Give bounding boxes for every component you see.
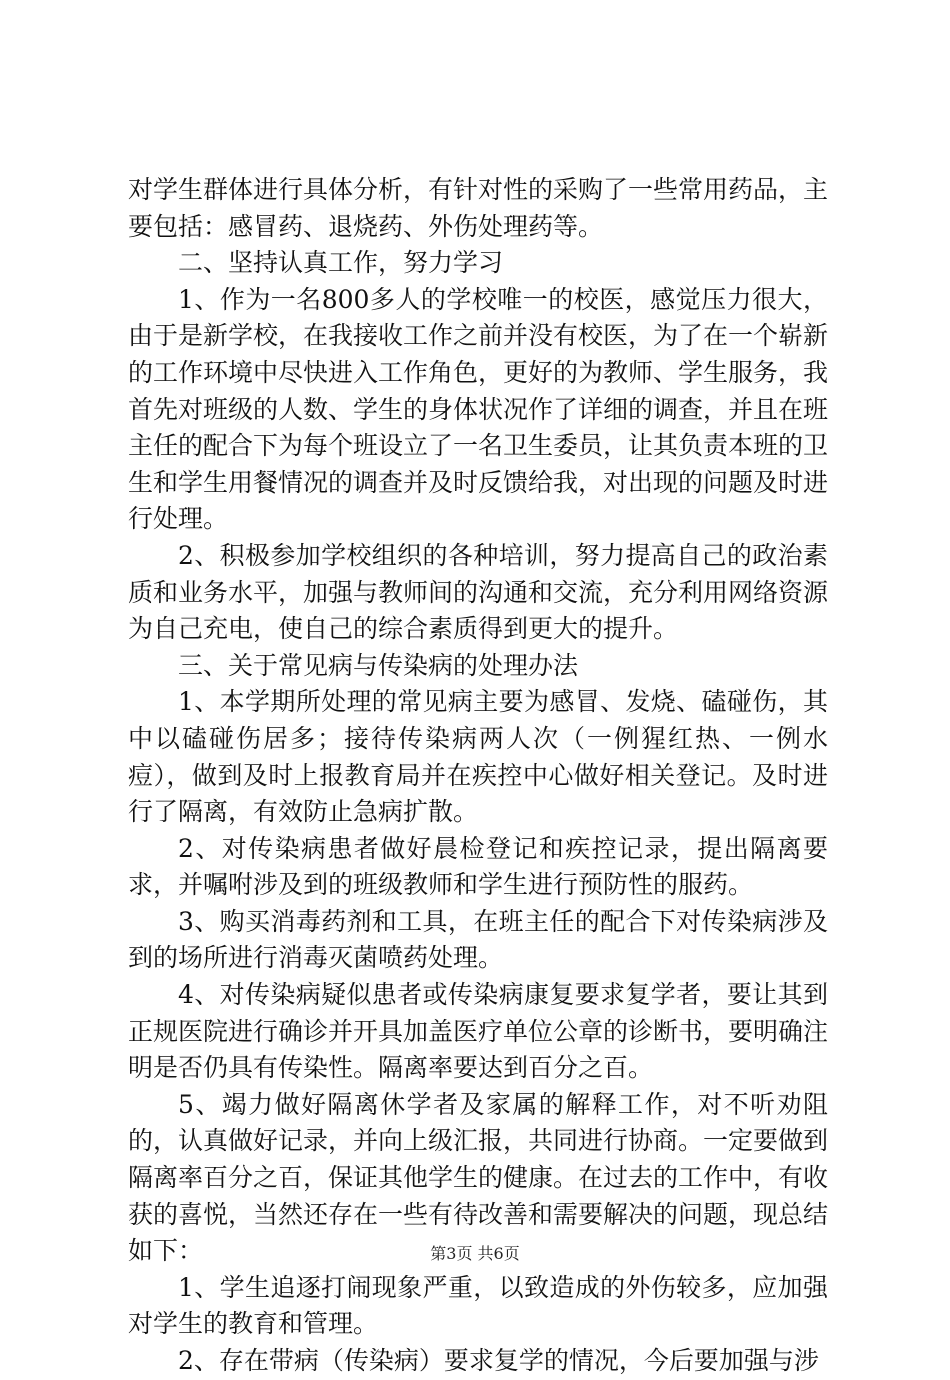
paragraph-item: 1、作为一名800多人的学校唯一的校医，感觉压力很大，由于是新学校，在我接收工作之前并没有校医，为了在一个崭新的工作环境中尽快进入工作角色，更好的为教师、学生服务，我首先对班级的人数、学生的身体状况作了详细的调查，并且在班主任的配合下为每个班设立了一名卫生委员，让其负责本班的卫生和学生用餐情况的调查并及时反馈给我，对出现的问题及时进行处理。 [128, 284, 829, 534]
paragraph-item: 5、竭力做好隔离休学者及家属的解释工作，对不听劝阻的，认真做好记录，并向上级汇报，共同进行协商。一定要做到隔离率百分之百，保证其他学生的健康。在过去的工作中，有收获的喜悦，当然还存在一些有待改善和需要解决的问题，现总结如下： [128, 1089, 829, 1266]
section-heading-2: 二、坚持认真工作，努力学习 [178, 248, 504, 278]
paragraph-item: 2、积极参加学校组织的各种培训，努力提高自己的政治素质和业务水平，加强与教师间的沟通和交流，充分利用网络资源为自己充电，使自己的综合素质得到更大的提升。 [128, 540, 829, 644]
paragraph-item: 2、对传染病患者做好晨检登记和疾控记录，提出隔离要求，并嘱咐涉及到的班级教师和学生进行预防性的服药。 [128, 833, 828, 900]
paragraph-item: 2、存在带病（传染病）要求复学的情况，今后要加强与涉 [178, 1346, 819, 1375]
paragraph-continuation: 对学生群体进行具体分析，有针对性的采购了一些常用药品，主要包括：感冒药、退烧药、外伤处理药等。 [128, 175, 829, 241]
paragraph-item: 3、购买消毒药剂和工具，在班主任的配合下对传染病涉及到的场所进行消毒灭菌喷药处理。 [128, 906, 828, 973]
section-heading-3: 三、关于常见病与传染病的处理办法 [178, 650, 579, 680]
paragraph-item: 1、学生追逐打闹现象严重，以致造成的外伤较多，应加强对学生的教育和管理。 [128, 1272, 828, 1339]
page-number-footer: 第3页 共6页 [430, 1244, 520, 1263]
document-body [128, 172, 828, 1380]
paragraph-item: 1、本学期所处理的常见病主要为感冒、发烧、磕碰伤，其中以磕碰伤居多；接待传染病两人次（一例猩红热、一例水痘），做到及时上报教育局并在疾控中心做好相关登记。及时进行了隔离，有效防止急病扩散。 [128, 687, 828, 827]
paragraph-item: 4、对传染病疑似患者或传染病康复要求复学者，要让其到正规医院进行确诊并开具加盖医疗单位公章的诊断书，要明确注明是否仍具有传染性。隔离率要达到百分之百。 [128, 980, 829, 1083]
